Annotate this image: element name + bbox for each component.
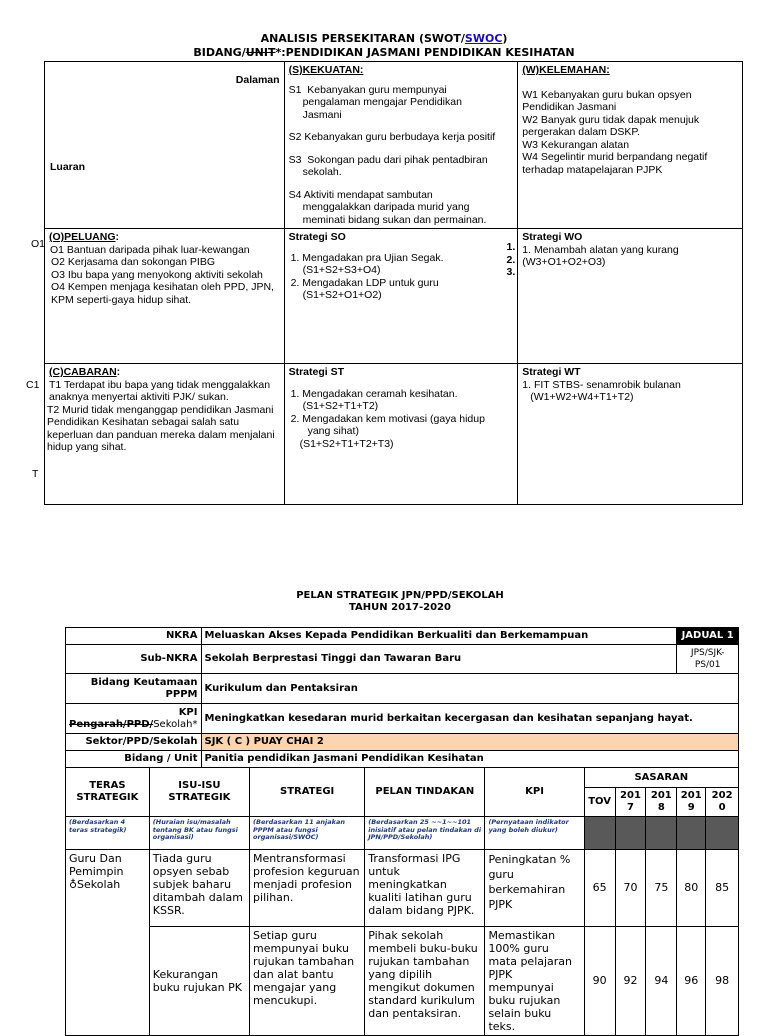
table-row bbox=[66, 927, 739, 1036]
nkra-value: Meluaskan Akses Kepada Pendidikan Berkualiti dan Berkemampuan bbox=[201, 628, 677, 645]
header-pelan: PELAN TINDAKAN bbox=[365, 768, 485, 817]
unit-label: Bidang / Unit bbox=[66, 751, 202, 768]
kelemahan-item: W2 Banyak guru tidak dapak menujuk pergerakan dalam DSKP. bbox=[522, 113, 700, 138]
strategi-st-cell bbox=[284, 364, 518, 505]
so-item: 1. Mengadakan pra Ujian Segak. bbox=[290, 251, 444, 264]
row-isu: Tiada guru opsyen sebab subjek baharu ditambah dalam KSSR. bbox=[149, 850, 249, 927]
row-strategi: Mentransformasi profesion keguruan menjadi profesion pilihan. bbox=[250, 850, 365, 927]
pelan-tahun: TAHUN 2017-2020 bbox=[349, 602, 451, 613]
header-sasaran: SASARAN bbox=[584, 768, 738, 788]
kekuatan-item: S2 Kebanyakan guru berbudaya kerja positif bbox=[288, 131, 496, 143]
kelemahan-item: W3 Kekurangan alatan bbox=[522, 138, 630, 151]
note-dark-cell bbox=[615, 817, 646, 850]
row-kpi: Memastikan 100% guru mata pelajaran PJPK mempunyai buku rujukan selain buku teks. bbox=[485, 927, 584, 1036]
row-target: 98 bbox=[706, 927, 739, 1036]
note-kpi: (Pernyataan indikator yang boleh diukur) bbox=[485, 817, 584, 850]
row-target: 92 bbox=[615, 927, 646, 1036]
strategi-wo-heading: Strategi WO bbox=[522, 231, 583, 243]
kekuatan-item: S3 Sokongan padu dari pihak pentadbiran bbox=[288, 153, 488, 166]
kekuatan-item-cont: menggalakkan daripada murid yang bbox=[302, 201, 470, 213]
wo-formula: (W3+O1+O2+O3) bbox=[522, 256, 606, 268]
header-year: 201 8 bbox=[646, 788, 677, 817]
strategi-st-heading: Strategi ST bbox=[288, 366, 345, 378]
so-item: 2. Mengadakan LDP untuk guru bbox=[290, 276, 439, 289]
cabaran-margin-label-2: T bbox=[32, 468, 39, 480]
header-year: 202 0 bbox=[706, 788, 739, 817]
cabaran-heading: (C)CABARAN: bbox=[49, 366, 121, 378]
sektor-value: SJK ( C ) PUAY CHAI 2 bbox=[201, 734, 739, 751]
kelemahan-heading: (W)KELEMAHAN: bbox=[522, 64, 610, 76]
wt-item: 1. FIT STBS- senamrobik bulanan bbox=[522, 378, 681, 391]
pelan-title: PELAN STRATEGIK JPN/PPD/SEKOLAH bbox=[296, 590, 504, 601]
strategi-wt-heading: Strategi WT bbox=[522, 366, 581, 378]
luaran-label: Luaran bbox=[50, 161, 86, 173]
document-code: JPS/SJK-PS/01 bbox=[677, 645, 739, 674]
wo-item: 1. Menambah alatan yang kurang bbox=[522, 243, 679, 256]
kelemahan-cell bbox=[518, 62, 743, 229]
strategi-wt-cell bbox=[518, 364, 743, 505]
cabaran-margin-label: C1 bbox=[26, 379, 40, 391]
subnkra-value: Sekolah Berprestasi Tinggi dan Tawaran Baru bbox=[201, 645, 677, 674]
peluang-heading: (O)PELUANG: bbox=[49, 231, 119, 243]
st-formula: (S1+S2+T1+T2) bbox=[302, 400, 379, 412]
pelan-table bbox=[65, 627, 739, 1036]
swot-corner-cell bbox=[45, 62, 285, 229]
note-dark-cell bbox=[677, 817, 706, 850]
strategi-so-cell bbox=[284, 229, 518, 364]
header-isu: ISU-ISU STRATEGIK bbox=[149, 768, 249, 817]
cabaran-item: T1 Terdapat ibu bapa yang tidak menggalakkan anaknya menyertai aktiviti PJK/ sukan. bbox=[49, 378, 271, 403]
kekuatan-item-cont: Jasmani bbox=[302, 108, 342, 121]
swoc-link[interactable]: SWOC bbox=[464, 32, 503, 45]
cabaran-item: T2 Murid tidak menganggap pendidikan Jasmani Pendidikan Kesihatan sebagai salah satu keperluan dan panduan mereka dalam menjalani hidup yang sihat. bbox=[47, 403, 275, 453]
note-dark-cell bbox=[646, 817, 677, 850]
row-target: 70 bbox=[615, 850, 646, 927]
row-target: 80 bbox=[677, 850, 706, 927]
note-pelan: (Berdasarkan 25 ~~1~~101 inisiatif atau pelan tindakan di JPN/PPD/Sekolah) bbox=[365, 817, 485, 850]
note-isu: (Huraian isu/masalah tentang BK atau fungsi organisasi) bbox=[149, 817, 249, 850]
row-kpi: Peningkatan % guru berkemahiran PJPK bbox=[485, 850, 584, 927]
so-formula: (S1+S2+O1+O2) bbox=[302, 289, 382, 301]
row-tov: 65 bbox=[584, 850, 615, 927]
kekuatan-item-cont: sekolah. bbox=[302, 166, 342, 178]
kekuatan-item: S4 Aktiviti mendapat sambutan bbox=[288, 188, 433, 201]
row-target: 94 bbox=[646, 927, 677, 1036]
note-strategi: (Berdasarkan 11 anjakan PPPM atau fungsi organisasi/SWOC) bbox=[250, 817, 365, 850]
strategi-so-heading: Strategi SO bbox=[288, 231, 346, 243]
nkra-label: NKRA bbox=[66, 628, 202, 645]
dalaman-label: Dalaman bbox=[235, 74, 280, 86]
kpi-label: KPI Pengarah/PPD/Sekolah* bbox=[66, 704, 202, 734]
wt-formula: (W1+W2+W4+T1+T2) bbox=[530, 391, 634, 403]
kekuatan-item: S1 Kebanyakan guru mempunyai bbox=[288, 83, 447, 96]
note-dark-cell bbox=[706, 817, 739, 850]
row-target: 85 bbox=[706, 850, 739, 927]
swot-subtitle: BIDANG/UNIT*:PENDIDIKAN JASMANI PENDIDIKAN KESIHATAN bbox=[193, 46, 575, 59]
row-strategi: Setiap guru mempunyai buku rujukan tambahan dan alat bantu mengajar yang mencukupi. bbox=[250, 927, 365, 1036]
st-formula: (S1+S2+T1+T2+T3) bbox=[299, 437, 394, 450]
so-numbering: 1. 2. 3. bbox=[506, 241, 516, 278]
header-year: 201 7 bbox=[615, 788, 646, 817]
row-tov: 90 bbox=[584, 927, 615, 1036]
header-strategi: STRATEGI bbox=[250, 768, 365, 817]
header-kpi: KPI bbox=[485, 768, 584, 817]
header-teras: TERAS STRATEGIK bbox=[66, 768, 150, 817]
kekuatan-cell bbox=[284, 62, 518, 229]
header-year: 201 9 bbox=[677, 788, 706, 817]
note-teras: (Berdasarkan 4 teras strategik) bbox=[66, 817, 150, 850]
peluang-item: O2 Kerjasama dan sokongan PIBG bbox=[51, 256, 216, 268]
st-item: 1. Mengadakan ceramah kesihatan. bbox=[290, 387, 458, 400]
peluang-item: O1 Bantuan daripada pihak luar-kewangan bbox=[50, 243, 250, 256]
peluang-cell bbox=[45, 229, 285, 364]
bidang-label: Bidang Keutamaan PPPM bbox=[66, 674, 202, 704]
row-pelan: Transformasi IPG untuk meningkatkan kualiti latihan guru dalam bidang PJPK. bbox=[365, 850, 485, 927]
kekuatan-heading: (S)KEKUATAN: bbox=[288, 64, 364, 76]
cabaran-cell bbox=[45, 364, 285, 505]
kpi-value: Meningkatkan kesedaran murid berkaitan kecergasan dan kesihatan sepanjang hayat. bbox=[201, 704, 739, 734]
swot-table bbox=[44, 61, 743, 505]
note-dark-cell bbox=[584, 817, 615, 850]
kelemahan-item: W4 Segelintir murid berpandang negatif terhadap matapelajaran PJPK bbox=[522, 151, 708, 176]
subnkra-label: Sub-NKRA bbox=[66, 645, 202, 674]
strategi-wo-cell bbox=[518, 229, 743, 364]
row-pelan: Pihak sekolah membeli buku-buku rujukan tambahan yang dipilih mengikut dokumen standard kurikulum dan pentaksiran. bbox=[365, 927, 485, 1036]
swot-title: ANALISIS PERSEKITARAN (SWOT/SWOC) bbox=[260, 32, 508, 45]
bidang-value: Kurikulum dan Pentaksiran bbox=[201, 674, 739, 704]
st-item: 2. Mengadakan kem motivasi (gaya hidup bbox=[290, 412, 485, 425]
peluang-margin-label: O1 bbox=[31, 238, 46, 250]
unit-value: Panitia pendidikan Jasmani Pendidikan Kesihatan bbox=[201, 751, 739, 768]
row-target: 96 bbox=[677, 927, 706, 1036]
so-formula: (S1+S2+S3+O4) bbox=[302, 264, 381, 276]
kekuatan-item-cont: pengalaman mengajar Pendidikan bbox=[302, 96, 462, 108]
st-formula: yang sihat) bbox=[307, 425, 359, 437]
table-row bbox=[66, 850, 739, 927]
header-tov: TOV bbox=[584, 788, 615, 817]
peluang-item: O3 Ibu bapa yang menyokong aktiviti sekolah bbox=[51, 268, 263, 281]
row-target: 75 bbox=[646, 850, 677, 927]
kekuatan-item-cont: meminati bidang sukan dan permainan. bbox=[302, 213, 487, 226]
peluang-item: O4 Kempen menjaga kesihatan oleh PPD, JPN, KPM seperti-gaya hidup sihat. bbox=[51, 281, 274, 306]
kelemahan-item: W1 Kebanyakan guru bukan opsyen Pendidikan Jasmani bbox=[522, 88, 692, 113]
row-teras: Guru Dan Pemimpin ♁Sekolah bbox=[66, 850, 150, 1036]
jadual-badge: JADUAL 1 bbox=[677, 628, 739, 645]
sektor-label: Sektor/PPD/Sekolah bbox=[66, 734, 202, 751]
row-isu: Kekurangan buku rujukan PK bbox=[149, 927, 249, 1036]
